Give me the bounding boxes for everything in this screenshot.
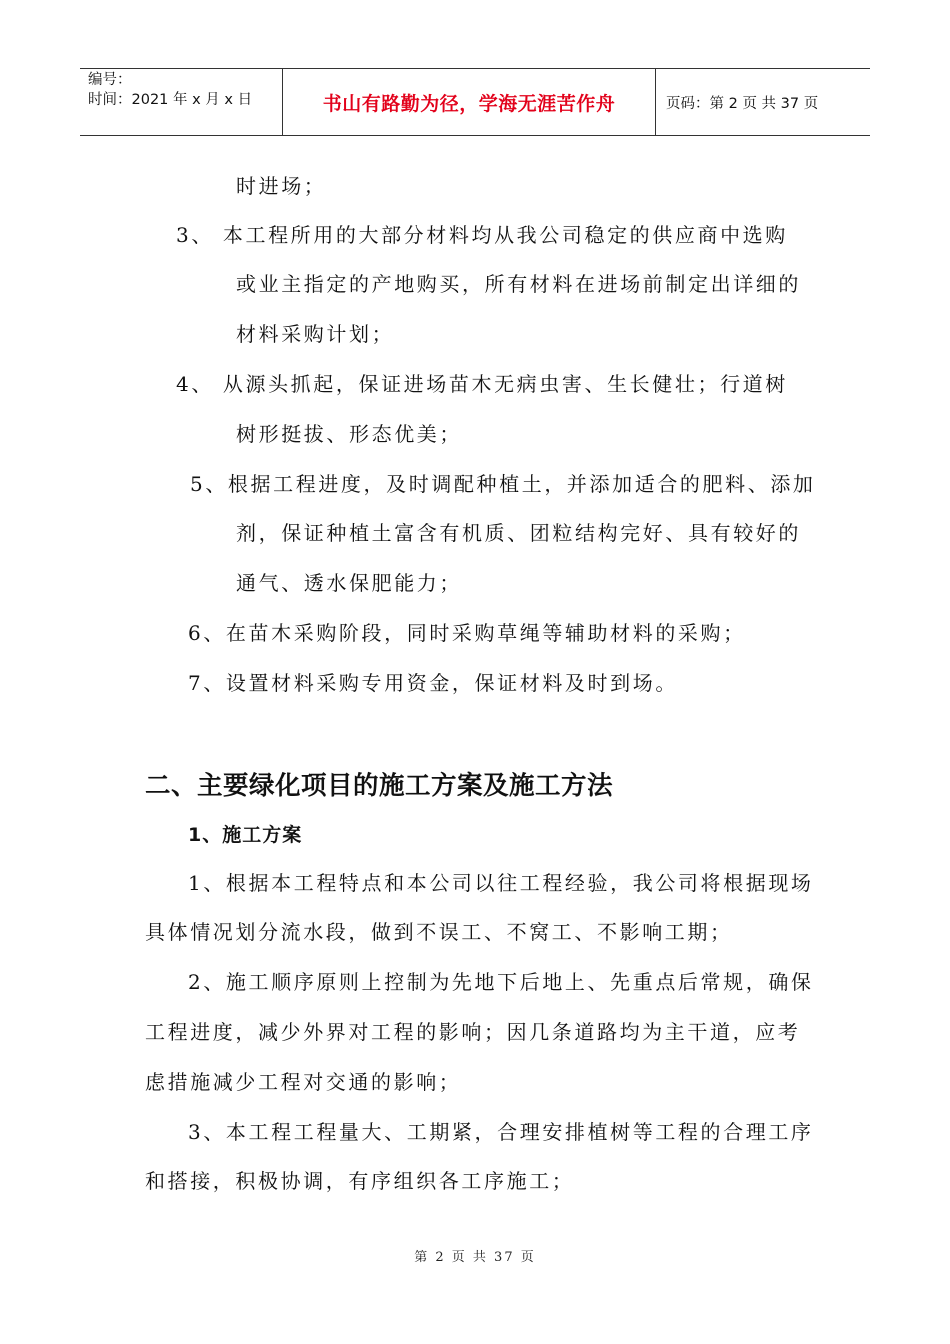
body-line: 4、 从源头抓起，保证进场苗木无病虫害、生长健壮；行道树 — [176, 372, 788, 396]
section-line: 3、本工程工程量大、工期紧，合理安排植树等工程的合理工序 — [188, 1120, 814, 1144]
section-line: 具体情况划分流水段，做到不误工、不窝工、不影响工期； — [145, 920, 733, 944]
body-line: 时进场； — [236, 174, 327, 198]
section-line: 2、施工顺序原则上控制为先地下后地上、先重点后常规，确保 — [188, 970, 814, 994]
body-line: 树形挺拔、形态优美； — [236, 422, 462, 446]
header-page-info: 页码：第 2 页 共 37 页 — [666, 95, 819, 112]
body-line: 材料采购计划； — [236, 322, 395, 346]
section-subtitle: 1、施工方案 — [188, 824, 303, 846]
body-line: 3、 本工程所用的大部分材料均从我公司稳定的供应商中选购 — [176, 223, 788, 247]
body-line: 5、根据工程进度，及时调配种植土，并添加适合的肥料、添加 — [190, 472, 816, 496]
body-line: 或业主指定的产地购买，所有材料在进场前制定出详细的 — [236, 272, 801, 296]
section-line: 工程进度，减少外界对工程的影响；因几条道路均为主干道，应考 — [145, 1020, 801, 1044]
section-title: 二、主要绿化项目的施工方案及施工方法 — [145, 771, 614, 801]
body-line: 7、设置材料采购专用资金，保证材料及时到场。 — [188, 671, 678, 695]
body-line: 6、在苗木采购阶段，同时采购草绳等辅助材料的采购； — [188, 621, 746, 645]
section-line: 和搭接，积极协调，有序组织各工序施工； — [145, 1169, 575, 1193]
body-line: 通气、透水保肥能力； — [236, 571, 462, 595]
serial-label: 编号： — [88, 72, 132, 88]
page-header — [80, 68, 870, 136]
page-footer: 第 2 页 共 37 页 — [414, 1250, 536, 1265]
header-motto: 书山有路勤为径，学海无涯苦作舟 — [282, 69, 656, 135]
date-label: 时间：2021 年 x 月 x 日 — [88, 92, 253, 108]
section-line: 1、根据本工程特点和本公司以往工程经验，我公司将根据现场 — [188, 871, 814, 895]
header-meta — [80, 69, 282, 135]
section-line: 虑措施减少工程对交通的影响； — [145, 1070, 462, 1094]
body-line: 剂，保证种植土富含有机质、团粒结构完好、具有较好的 — [236, 521, 801, 545]
